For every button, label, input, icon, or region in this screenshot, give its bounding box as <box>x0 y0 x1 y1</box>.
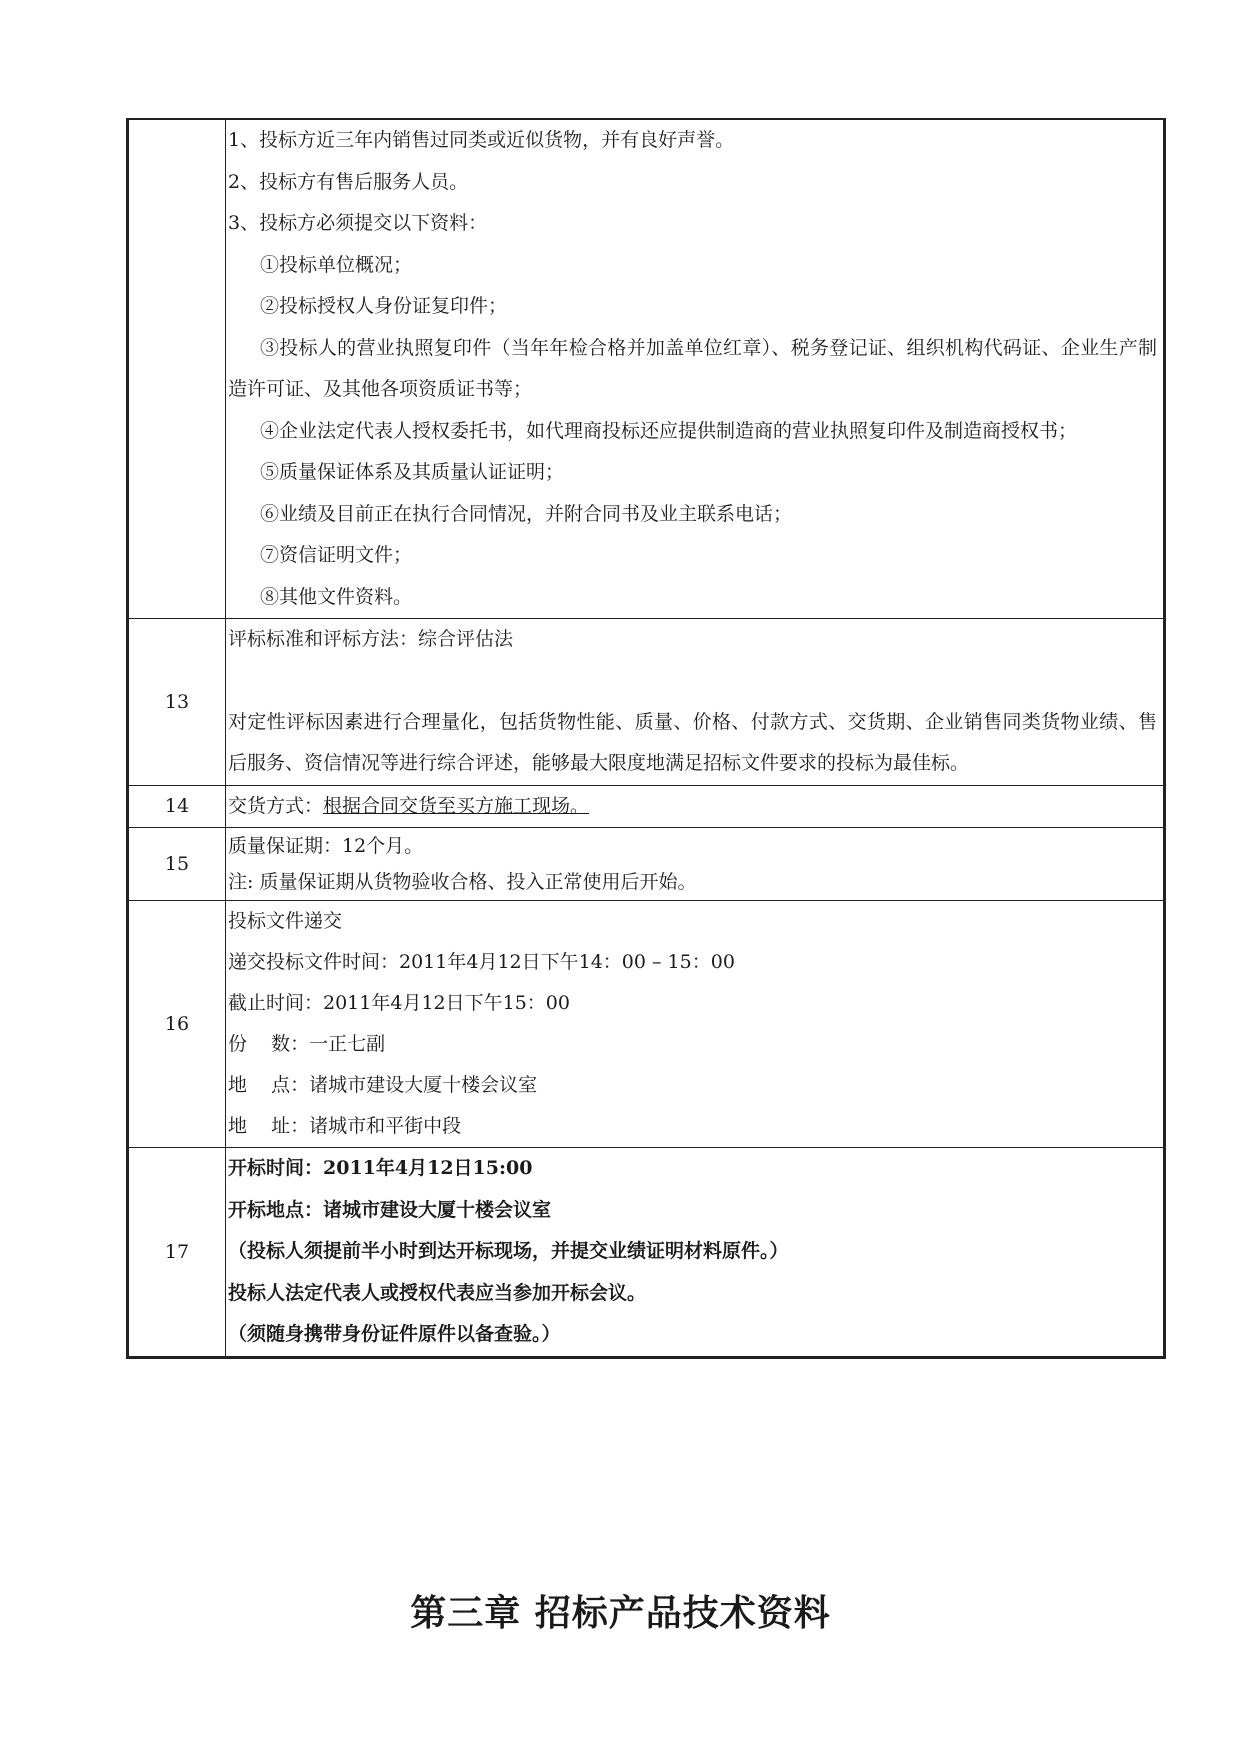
req-item-6: ⑥业绩及目前正在执行合同情况，并附合同书及业主联系电话； <box>260 502 793 525</box>
warranty-note: 注: 质量保证期从货物验收合格、投入正常使用后开始。 <box>228 871 697 893</box>
table-row-13 <box>128 619 1165 786</box>
req-item-8: ⑧其他文件资料。 <box>260 585 413 608</box>
table-row-14 <box>128 785 1165 828</box>
evaluation-body: 对定性评标因素进行合理量化，包括货物性能、质量、价格、付款方式、交货期、企业销售同类货物业绩、售后服务、资信情况等进行综合评述，能够最大限度地满足招标文件要求的投标为最佳标。 <box>228 710 1157 774</box>
row-number <box>128 119 226 619</box>
req-item-4: ④企业法定代表人授权委托书，如代理商投标还应提供制造商的营业执照复印件及制造商授权书； <box>260 419 1078 442</box>
opening-note-2: 投标人法定代表人或授权代表应当参加开标会议。 <box>228 1281 647 1304</box>
address: 地 址：诸城市和平街中段 <box>228 1115 462 1137</box>
row-number: 14 <box>128 785 226 828</box>
delivery-method <box>226 785 1165 828</box>
row-number: 15 <box>128 828 226 901</box>
location: 地 点：诸城市建设大厦十楼会议室 <box>228 1074 538 1096</box>
qualification-requirements <box>226 119 1165 619</box>
submission-time: 递交投标文件时间：2011年4月12日下午14：00 – 15：00 <box>228 951 735 973</box>
table-row-15 <box>128 828 1165 901</box>
opening-location: 开标地点：诸城市建设大厦十楼会议室 <box>228 1198 552 1221</box>
warranty-period <box>226 828 1165 901</box>
submission-title: 投标文件递交 <box>228 910 343 932</box>
row-number: 16 <box>128 901 226 1148</box>
bid-info-table <box>126 118 1166 1359</box>
opening-note-1: （投标人须提前半小时到达开标现场，并提交业绩证明材料原件。） <box>228 1240 789 1262</box>
table-row-12 <box>128 119 1165 619</box>
req-item-1: ①投标单位概况； <box>260 253 413 276</box>
req-line-3: 3、投标方必须提交以下资料： <box>228 212 488 234</box>
evaluation-title: 评标标准和评标方法：综合评估法 <box>228 628 514 650</box>
req-item-5: ⑤质量保证体系及其质量认证证明； <box>260 461 565 483</box>
blank-line <box>228 661 1157 702</box>
delivery-label: 交货方式： <box>228 794 324 817</box>
req-item-7: ⑦资信证明文件； <box>260 544 413 566</box>
chapter-title: 第三章 招标产品技术资料 <box>410 1592 831 1634</box>
opening-time: 开标时间：2011年4月12日15:00 <box>228 1157 533 1179</box>
opening-note-3: （须随身携带身份证件原件以备查验。） <box>228 1323 561 1345</box>
req-item-3: ③投标人的营业执照复印件（当年年检合格并加盖单位红章）、税务登记证、组织机构代码证、企业生产制造许可证、及其他各项资质证书等； <box>228 336 1157 400</box>
req-line-2: 2、投标方有售后服务人员。 <box>228 170 469 193</box>
deadline-time: 截止时间：2011年4月12日下午15：00 <box>228 992 570 1014</box>
req-line-1: 1、投标方近三年内销售过同类或近似货物，并有良好声誉。 <box>228 129 735 151</box>
row-number: 13 <box>128 619 226 786</box>
row-number: 17 <box>128 1148 226 1358</box>
evaluation-method <box>226 619 1165 786</box>
table-row-17 <box>128 1148 1165 1358</box>
req-item-2: ②投标授权人身份证复印件； <box>260 295 508 317</box>
warranty-line-1: 质量保证期：12个月。 <box>228 835 424 857</box>
delivery-value: 根据合同交货至买方施工现场。 <box>323 794 590 817</box>
copies: 份 数：一正七副 <box>228 1033 386 1055</box>
bid-submission <box>226 901 1165 1148</box>
bid-opening <box>226 1148 1165 1358</box>
table-row-16 <box>128 901 1165 1148</box>
